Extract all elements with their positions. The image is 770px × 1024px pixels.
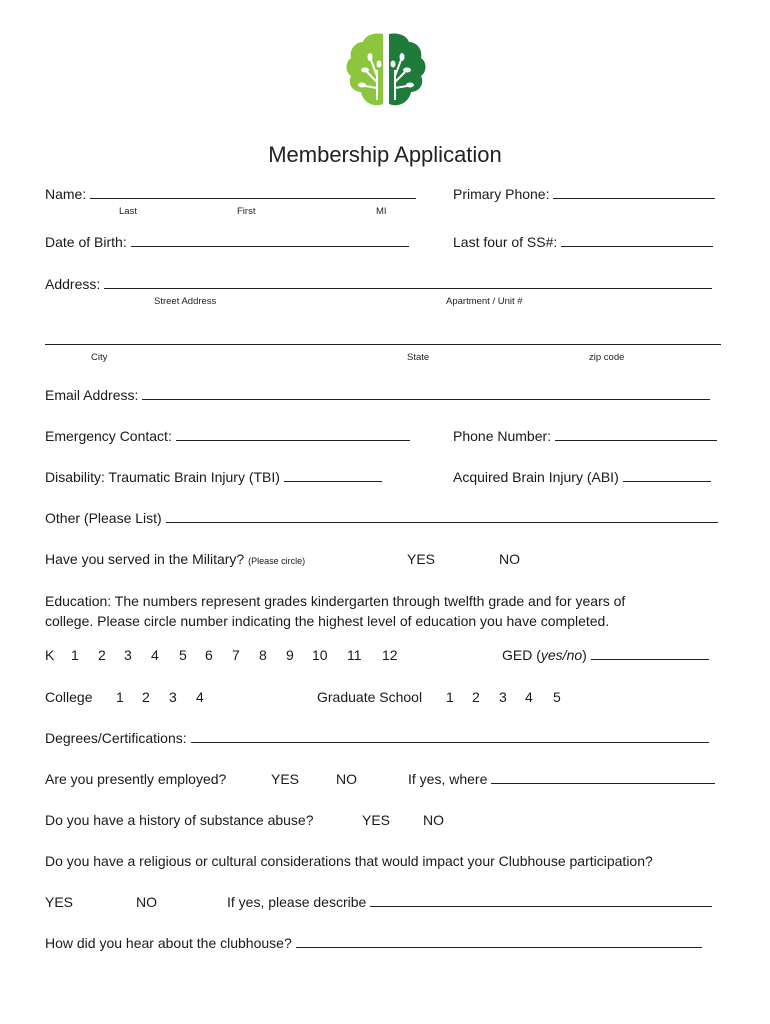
grade-5[interactable]: 5 [179, 647, 187, 663]
address-row [45, 276, 712, 293]
ged-close: ) [582, 647, 587, 663]
dob-row [45, 234, 409, 251]
grade-8[interactable]: 8 [259, 647, 267, 663]
degrees-label: Degrees/Certifications: [45, 730, 187, 746]
grade-6[interactable]: 6 [205, 647, 213, 663]
address2-row [45, 332, 721, 349]
ged-options[interactable]: yes/no [540, 647, 583, 663]
degrees-row [45, 730, 709, 747]
name-field[interactable] [90, 186, 416, 199]
grade-k[interactable]: K [45, 647, 55, 663]
college-year-1[interactable]: 1 [116, 689, 124, 705]
grade-10[interactable]: 10 [312, 647, 328, 663]
grade-7[interactable]: 7 [232, 647, 240, 663]
other-field[interactable] [166, 510, 718, 523]
brain-tree-logo [343, 30, 429, 116]
religious-label: Do you have a religious or cultural considerations that would impact your Clubhouse participation? [45, 853, 653, 869]
page-title: Membership Application [268, 142, 502, 167]
primary-phone-row [453, 186, 715, 203]
abi-field[interactable] [623, 469, 711, 482]
address2-field[interactable] [45, 332, 721, 345]
disability-row [45, 469, 382, 486]
email-row [45, 387, 710, 404]
religious-describe-field[interactable] [370, 894, 712, 907]
dob-field[interactable] [131, 234, 409, 247]
grade-2[interactable]: 2 [98, 647, 106, 663]
address-label: Address: [45, 276, 101, 292]
ged-row [502, 647, 709, 664]
employed-yes[interactable]: YES [271, 771, 300, 787]
ged-label: GED ( [502, 647, 541, 663]
name-sub-mi: MI [376, 206, 387, 217]
employed-where-field[interactable] [491, 771, 715, 784]
college-year-4[interactable]: 4 [196, 689, 204, 705]
college-year-3[interactable]: 3 [169, 689, 177, 705]
address-sub-apt: Apartment / Unit # [446, 296, 523, 307]
employed-label: Are you presently employed? [45, 771, 227, 787]
abi-row [453, 469, 711, 486]
address-sub-zip: zip code [589, 352, 625, 363]
religious-no[interactable]: NO [136, 894, 157, 910]
hear-label: How did you hear about the clubhouse? [45, 935, 292, 951]
name-label: Name: [45, 186, 87, 202]
military-yes[interactable]: YES [407, 551, 436, 567]
email-label: Email Address: [45, 387, 139, 403]
substance-no[interactable]: NO [423, 812, 444, 828]
substance-label: Do you have a history of substance abuse? [45, 812, 314, 828]
phone-number-label: Phone Number: [453, 428, 552, 444]
grad-school-label: Graduate School [317, 689, 423, 705]
emergency-field[interactable] [176, 428, 410, 441]
tbi-field[interactable] [284, 469, 382, 482]
address-sub-state: State [407, 352, 430, 363]
name-sub-first: First [237, 206, 256, 217]
college-year-2[interactable]: 2 [142, 689, 150, 705]
substance-yes[interactable]: YES [362, 812, 391, 828]
religious-describe-label: If yes, please describe [227, 894, 367, 910]
grad-year-4[interactable]: 4 [525, 689, 533, 705]
ss-label: Last four of SS#: [453, 234, 558, 250]
other-label: Other (Please List) [45, 510, 162, 526]
grade-4[interactable]: 4 [151, 647, 159, 663]
address-sub-street: Street Address [154, 296, 217, 307]
dob-label: Date of Birth: [45, 234, 127, 250]
abi-label: Acquired Brain Injury (ABI) [453, 469, 619, 485]
phone-number-row [453, 428, 717, 445]
grade-11[interactable]: 11 [347, 647, 362, 663]
ss-field[interactable] [561, 234, 713, 247]
disability-label: Disability: Traumatic Brain Injury (TBI) [45, 469, 280, 485]
other-row [45, 510, 718, 527]
name-sub-last: Last [119, 206, 137, 217]
ged-field[interactable] [591, 647, 709, 660]
address-field[interactable] [104, 276, 712, 289]
hear-field[interactable] [296, 935, 702, 948]
military-row [45, 551, 305, 570]
education-line-2: college. Please circle number indicating the highest level of education you have completed. [45, 613, 610, 629]
college-label: College [45, 689, 93, 705]
military-note: (Please circle) [248, 556, 306, 566]
email-field[interactable] [142, 387, 710, 400]
emergency-label: Emergency Contact: [45, 428, 172, 444]
grad-year-3[interactable]: 3 [499, 689, 507, 705]
grade-9[interactable]: 9 [286, 647, 294, 663]
grade-12[interactable]: 12 [382, 647, 398, 663]
education-line-1: Education: The numbers represent grades kindergarten through twelfth grade and for years of [45, 593, 626, 609]
ss-row [453, 234, 713, 251]
grade-3[interactable]: 3 [124, 647, 132, 663]
employed-where-label: If yes, where [408, 771, 488, 787]
military-label: Have you served in the Military? [45, 551, 245, 567]
primary-phone-field[interactable] [553, 186, 715, 199]
address-sub-city: City [91, 352, 108, 363]
phone-number-field[interactable] [555, 428, 717, 441]
degrees-field[interactable] [191, 730, 709, 743]
military-no[interactable]: NO [499, 551, 520, 567]
employed-where-row [408, 771, 715, 788]
grad-year-1[interactable]: 1 [446, 689, 454, 705]
employed-no[interactable]: NO [336, 771, 357, 787]
primary-phone-label: Primary Phone: [453, 186, 550, 202]
grad-year-2[interactable]: 2 [472, 689, 480, 705]
grade-1[interactable]: 1 [71, 647, 79, 663]
emergency-row [45, 428, 410, 445]
hear-row [45, 935, 702, 952]
religious-yes[interactable]: YES [45, 894, 74, 910]
grad-year-5[interactable]: 5 [553, 689, 561, 705]
name-label-row [45, 186, 416, 203]
religious-describe-row [227, 894, 712, 911]
